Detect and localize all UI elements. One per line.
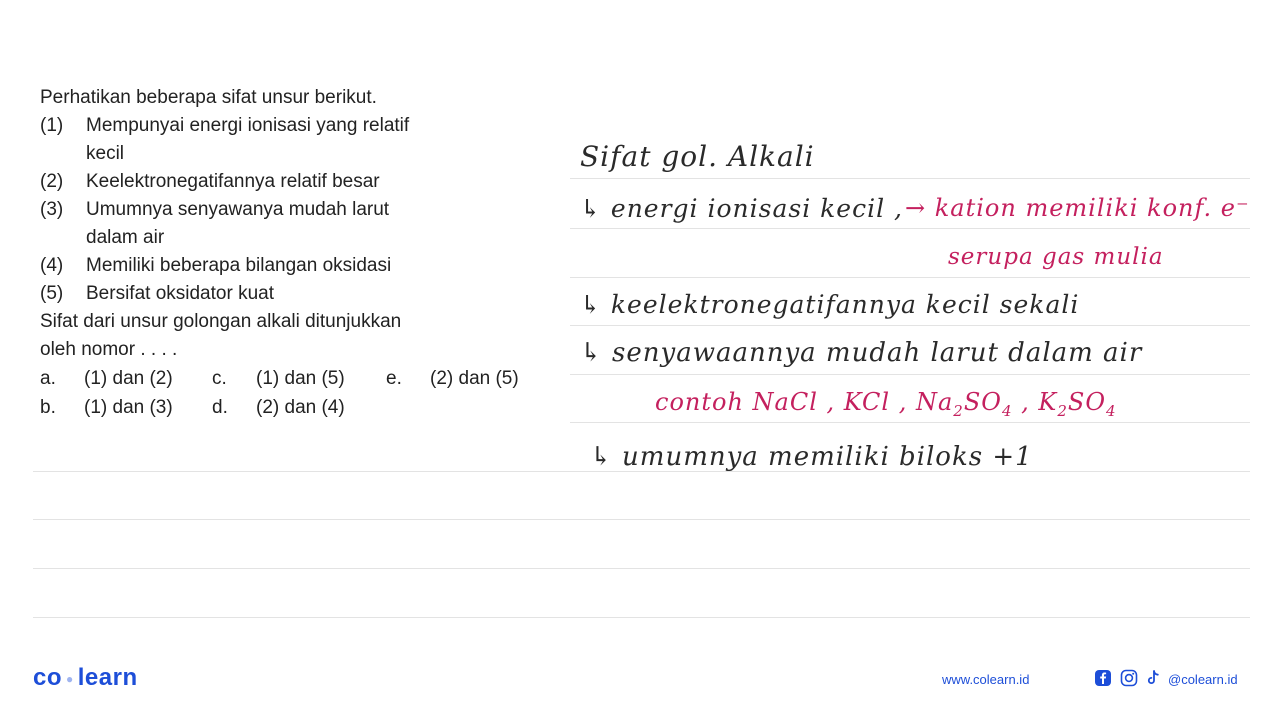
statement-3	[40, 196, 540, 252]
option-e[interactable]: e. (2) dan (5)	[386, 367, 519, 389]
tiktok-icon[interactable]	[1144, 669, 1162, 687]
option-a[interactable]: a. (1) dan (2)	[40, 367, 173, 389]
note-ionization: ↳ energi ionisasi kecil ,	[580, 194, 903, 223]
statement-number: (2)	[40, 171, 64, 192]
statement-text: Mempunyai energi ionisasi yang relatif	[86, 115, 410, 136]
note-oxidation-state: ↳ umumnya memiliki biloks +1	[590, 442, 1033, 472]
ruled-line	[570, 228, 1250, 229]
ruled-line	[570, 325, 1250, 326]
statement-text: Bersifat oksidator kuat	[86, 283, 274, 304]
ruled-line	[33, 617, 1250, 618]
statement-text: kecil	[86, 143, 125, 164]
note-noble-gas: serupa gas mulia	[948, 244, 1164, 270]
ruled-line	[570, 374, 1250, 375]
option-b[interactable]: b. (1) dan (3)	[40, 396, 173, 418]
instagram-icon[interactable]	[1120, 669, 1138, 687]
ruled-line	[33, 568, 1250, 569]
social-handle[interactable]: @colearn.id	[1168, 672, 1238, 687]
colearn-logo[interactable]: co ● learn	[33, 664, 138, 691]
statement-text: Memiliki beberapa bilangan oksidasi	[86, 255, 392, 276]
statement-text: Umumnya senyawanya mudah larut	[86, 199, 390, 220]
question-block	[40, 84, 540, 422]
note-examples: contoh NaCl , KCl , $Na_2SO_4$ , $K_2SO_4$	[655, 388, 1117, 420]
statement-number: (3)	[40, 199, 64, 220]
question-prompt-cont: oleh nomor . . . .	[40, 339, 178, 360]
statement-number: (4)	[40, 255, 64, 276]
note-title: Sifat gol. Alkali	[580, 140, 815, 173]
ruled-line	[570, 178, 1250, 179]
ruled-line	[570, 277, 1250, 278]
statement-number: (5)	[40, 283, 64, 304]
statement-text: dalam air	[86, 227, 165, 248]
website-link[interactable]: www.colearn.id	[942, 672, 1030, 687]
statement-text: Keelektronegatifannya relatif besar	[86, 171, 380, 192]
logo-dot: ●	[66, 671, 74, 686]
question-intro: Perhatikan beberapa sifat unsur berikut.	[40, 87, 377, 108]
ruled-line	[570, 422, 1250, 423]
statement-5	[40, 280, 540, 308]
note-solubility: ↳ senyawaannya mudah larut dalam air	[580, 338, 1143, 368]
statement-1	[40, 112, 540, 168]
option-c[interactable]: c. (1) dan (5)	[212, 367, 345, 389]
note-cation-config: → kation memiliki konf. e⁻	[905, 194, 1250, 222]
option-d[interactable]: d. (2) dan (4)	[212, 396, 345, 418]
question-prompt: Sifat dari unsur golongan alkali ditunjukkan	[40, 311, 402, 332]
answer-options	[40, 364, 540, 422]
statement-2	[40, 168, 540, 196]
ruled-line	[33, 519, 1250, 520]
statement-number: (1)	[40, 115, 64, 136]
statement-4	[40, 252, 540, 280]
note-electronegativity: ↳ keelektronegatifannya kecil sekali	[580, 290, 1080, 319]
facebook-icon[interactable]	[1094, 669, 1112, 687]
